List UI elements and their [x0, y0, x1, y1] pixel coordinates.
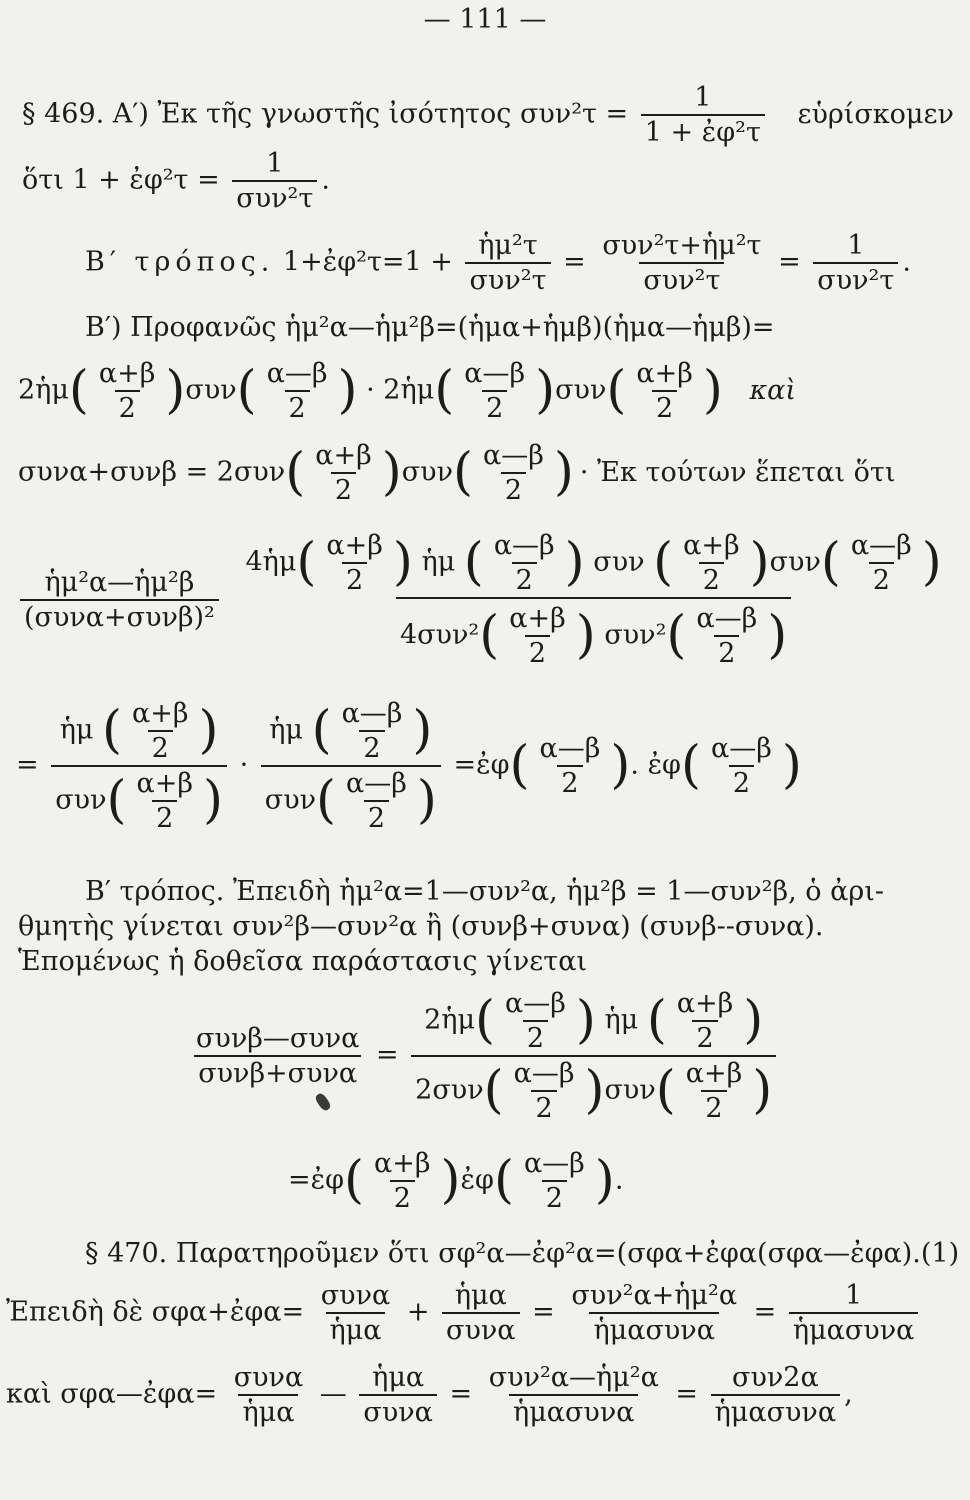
equals-sign: =: [375, 1039, 399, 1071]
coefficient: · 2ἡμ: [366, 374, 435, 406]
equals-sign: =: [675, 1378, 699, 1410]
fraction-numerator: ( α+β: [676, 988, 734, 1019]
fraction-numerator: 1: [845, 1280, 863, 1311]
line-tail: · Ἐκ τούτων ἕπεται ὅτι: [579, 456, 896, 488]
fraction: [641, 84, 765, 146]
fraction-numerator: ( α+β: [315, 440, 372, 471]
equals-sign: =: [532, 1296, 555, 1328]
therefore-line: Ἑπομένως ἡ δοθεῖσα παράστασις γίνεται: [18, 946, 588, 977]
fraction-numerator: ( α—β: [341, 698, 403, 729]
parenthesized-fraction: [453, 442, 574, 504]
expression: 1+ἐφ²τ=1 +: [282, 246, 453, 278]
big-fraction-line: [16, 532, 950, 667]
equals-sign: =: [778, 246, 801, 278]
function-name: συν: [185, 374, 237, 406]
coefficient: 4ἡμ: [245, 546, 297, 578]
fraction: [192, 1025, 363, 1087]
parenthesized-fraction: [494, 1150, 615, 1212]
function-name: συν: [593, 546, 645, 578]
fraction-denominator: 2: [699, 562, 724, 594]
method-b-line-2: Β′ τρόπος. Ἐπειδὴ ἡμ²α=1—συν²α, ἡμ²β = 1—συν²β, ὁ ἀρι-: [85, 876, 884, 907]
function-name: ἡμ: [59, 714, 94, 746]
fraction-denominator: συν²τ: [465, 262, 550, 294]
fraction-numerator: ( α—β: [539, 733, 601, 764]
cosine-sum-line: [18, 442, 895, 504]
function-name: συν²: [604, 619, 667, 651]
fraction-denominator: 2: [729, 765, 754, 797]
equals-sign: =: [753, 1296, 777, 1328]
function-name: συν: [401, 456, 453, 488]
fraction-denominator: 2: [525, 635, 550, 667]
conjunction: καὶ: [749, 374, 796, 406]
function-name: συν: [604, 1074, 656, 1106]
fraction: [20, 566, 219, 633]
line-lead: ὅτι 1 + ἐφ²τ =: [22, 164, 220, 196]
plus-sign: +: [406, 1296, 430, 1328]
fraction-numerator: ( α—β: [493, 530, 555, 561]
fraction-denominator: 2: [342, 562, 367, 594]
fraction-numerator: ( α—β: [346, 768, 407, 799]
fraction-denominator: 2: [557, 765, 582, 797]
function-name: ἡμ: [269, 714, 303, 746]
fraction-denominator: ἡμα: [326, 1312, 386, 1344]
fraction: [789, 1282, 918, 1344]
fraction-numerator: 1: [266, 148, 284, 179]
fraction-numerator: συνα: [320, 1280, 391, 1311]
fraction-numerator: [56, 700, 223, 765]
fraction: [442, 1282, 520, 1344]
fraction-numerator: ἡμ²α—ἡμ²β: [44, 566, 195, 598]
fraction-denominator: 1 + ἐφ²τ: [641, 114, 765, 146]
fraction-numerator: συν2α: [732, 1362, 819, 1393]
coefficient: 2ἡμ: [424, 1004, 476, 1036]
equals-sign: =: [16, 749, 39, 781]
sum-line: [6, 1282, 922, 1344]
ratio-line: [188, 990, 780, 1122]
section-470-line: § 470. Παρατηροῦμεν ὅτι σφ²α—ἐφ²α=(σφα+ἐφα(σφα—ἐφα).(1): [85, 1238, 960, 1269]
period: .: [321, 164, 330, 196]
parenthesized-fraction: [606, 360, 723, 422]
fraction-numerator: [265, 700, 436, 765]
method-label: Β′ τρόπος.: [85, 246, 275, 278]
fraction-numerator: [241, 532, 945, 597]
fraction-numerator: ( α—β: [523, 1148, 585, 1179]
fraction: [230, 1364, 308, 1426]
line-lead: Ἐπειδὴ δὲ σφα+ἐφα=: [6, 1296, 305, 1328]
fraction-numerator: ἡμα: [372, 1362, 425, 1393]
parenthesized-fraction: [285, 442, 402, 504]
fraction-denominator: 2: [152, 800, 177, 832]
identity-lhs: συν²τ =: [519, 98, 629, 130]
page-number: — 111 —: [423, 4, 547, 35]
fraction-denominator: ἡμασυνα: [509, 1394, 638, 1426]
minus-sign: —: [319, 1378, 347, 1410]
fraction: [241, 532, 945, 667]
section-469-lead: § 469. Α′) Ἐκ τῆς γνωστῆς ἰσότητος: [22, 98, 512, 130]
line-lead: καὶ σφα—ἐφα=: [6, 1378, 218, 1410]
multiplication-dot: ·: [239, 749, 249, 781]
fraction-numerator: ( α+β: [685, 1058, 743, 1089]
tangent-result-line: [288, 1150, 623, 1212]
line-tail: εὑρίσκομεν: [797, 98, 954, 130]
fraction-numerator: [420, 990, 767, 1055]
parenthesized-fraction: [237, 360, 358, 422]
fraction: [567, 1282, 741, 1344]
coefficient: 4συν²: [399, 619, 480, 651]
parenthesized-fraction: [434, 360, 555, 422]
function-name: συν: [55, 784, 107, 816]
function-name: συν: [264, 784, 317, 816]
fraction-numerator: ( α+β: [636, 358, 693, 389]
fraction: [261, 700, 441, 832]
fraction: [232, 150, 317, 212]
fraction-denominator: ἡμασυνα: [789, 1312, 918, 1344]
line-lead: συνα+συνβ = 2συν: [18, 456, 286, 488]
fraction-numerator: ( α+β: [683, 530, 740, 561]
fraction-denominator: συν²τ: [232, 180, 317, 212]
fraction-denominator: ἡμασυνα: [589, 1312, 718, 1344]
function-name: ἡμ: [604, 1004, 639, 1036]
fraction-denominator: [261, 765, 441, 832]
fraction-denominator: [396, 597, 791, 667]
fraction: [51, 700, 227, 832]
fraction-numerator: ( α—β: [464, 358, 526, 389]
fraction-denominator: συν²τ: [639, 262, 724, 294]
fraction: [465, 232, 550, 294]
fraction-numerator: ἡμ²τ: [478, 230, 538, 261]
fraction-numerator: 1: [694, 82, 712, 113]
parenthesized-fraction: [681, 735, 802, 797]
tangent-product-line: [16, 700, 802, 832]
coefficient: 2ἡμ: [18, 374, 69, 406]
fraction-numerator: ( α—β: [483, 440, 544, 471]
difference-line: [6, 1364, 853, 1426]
fraction-denominator: 2: [652, 390, 677, 422]
fraction-denominator: (συνα+συνβ)²: [20, 599, 219, 631]
fraction-denominator: [411, 1055, 776, 1122]
method-b-line: [85, 232, 911, 294]
fraction-numerator: ἡμα: [454, 1280, 507, 1311]
fraction-denominator: ἡμα: [238, 1394, 298, 1426]
fraction-numerator: 1: [847, 230, 865, 261]
fraction-denominator: 2: [148, 730, 173, 762]
fraction-denominator: 2: [701, 1090, 726, 1122]
equals-sign: =: [449, 1378, 473, 1410]
fraction-numerator: ( α—β: [513, 1058, 575, 1089]
comma: ,: [844, 1378, 853, 1410]
fraction-denominator: 2: [285, 390, 310, 422]
period: .: [902, 246, 911, 278]
fraction: [485, 1364, 663, 1426]
fraction: [411, 990, 776, 1122]
fraction: [711, 1364, 840, 1426]
fraction-denominator: 2: [390, 1180, 415, 1212]
parenthesized-fraction: [69, 360, 186, 422]
fraction-denominator: συνα: [359, 1394, 437, 1426]
function-name: ἡμ: [421, 546, 456, 578]
fraction: [317, 1282, 395, 1344]
fraction-denominator: 2: [692, 1020, 717, 1052]
fraction-denominator: 2: [714, 635, 739, 667]
fraction-numerator: συν²α+ἡμ²α: [571, 1280, 738, 1311]
tangent-function: ἐφ: [460, 1164, 494, 1196]
tangent-function: =ἐφ: [453, 749, 510, 781]
fraction-denominator: 2: [542, 1180, 567, 1212]
fraction-numerator: ( α—β: [850, 530, 912, 561]
fraction-numerator: ( α—β: [696, 603, 758, 634]
parenthesized-fraction: [344, 1150, 461, 1212]
fraction-denominator: 2: [523, 1020, 548, 1052]
fraction-numerator: ( α+β: [136, 768, 193, 799]
tangent-function: . ἐφ: [630, 749, 681, 781]
fraction-numerator: ( α—β: [505, 988, 566, 1019]
fraction-denominator: συν²τ: [813, 262, 898, 294]
fraction-denominator: 2: [501, 472, 526, 504]
fraction-denominator: 2: [869, 562, 894, 594]
fraction-denominator: ἡμασυνα: [711, 1394, 840, 1426]
fraction: [359, 1364, 437, 1426]
period: .: [614, 1164, 624, 1196]
fraction-numerator: συνβ—συνα: [196, 1023, 360, 1054]
fraction-numerator: ( α+β: [326, 530, 383, 561]
section-469-line-2: [22, 150, 330, 212]
equals-sign: =: [563, 246, 586, 278]
fraction: [813, 232, 898, 294]
fraction-numerator: συνα: [233, 1362, 304, 1393]
fraction-denominator: [51, 765, 227, 832]
function-name: συν: [769, 546, 821, 578]
fraction-numerator: ( α+β: [98, 358, 156, 389]
fraction-denominator: 2: [531, 1090, 556, 1122]
function-name: συν: [555, 374, 607, 406]
fraction-denominator: 2: [512, 562, 537, 594]
fraction-denominator: 2: [482, 390, 507, 422]
numerator-line: θμητὴς γίνεται συν²β—συν²α ἢ (συνβ+συνα) (συνβ--συνα).: [18, 911, 824, 942]
parenthesized-fraction: [510, 735, 631, 797]
fraction: [598, 232, 765, 294]
tangent-function: =ἐφ: [288, 1164, 345, 1196]
fraction-numerator: ( α—β: [266, 358, 328, 389]
product-expansion-line: [18, 360, 796, 422]
fraction-numerator: ( α+β: [132, 698, 189, 729]
fraction-numerator: ( α+β: [509, 603, 566, 634]
obvious-identity-line: Β′) Προφανῶς ἡμ²α—ἡμ²β=(ἡμα+ἡμβ)(ἡμα—ἡμβ)=: [85, 312, 775, 343]
fraction-denominator: συνα: [442, 1312, 520, 1344]
fraction-numerator: συν²τ+ἡμ²τ: [602, 230, 762, 261]
section-469-line-1: [22, 84, 954, 146]
fraction-denominator: 2: [331, 472, 356, 504]
coefficient: 2συν: [415, 1074, 484, 1106]
fraction-denominator: 2: [364, 800, 389, 832]
fraction-denominator: 2: [359, 730, 384, 762]
fraction-numerator: συν²α—ἡμ²α: [488, 1362, 659, 1393]
fraction-denominator: συνβ+συνα: [194, 1055, 361, 1087]
fraction-denominator: 2: [115, 390, 140, 422]
fraction-numerator: ( α—β: [710, 733, 772, 764]
fraction-numerator: ( α+β: [374, 1148, 431, 1179]
